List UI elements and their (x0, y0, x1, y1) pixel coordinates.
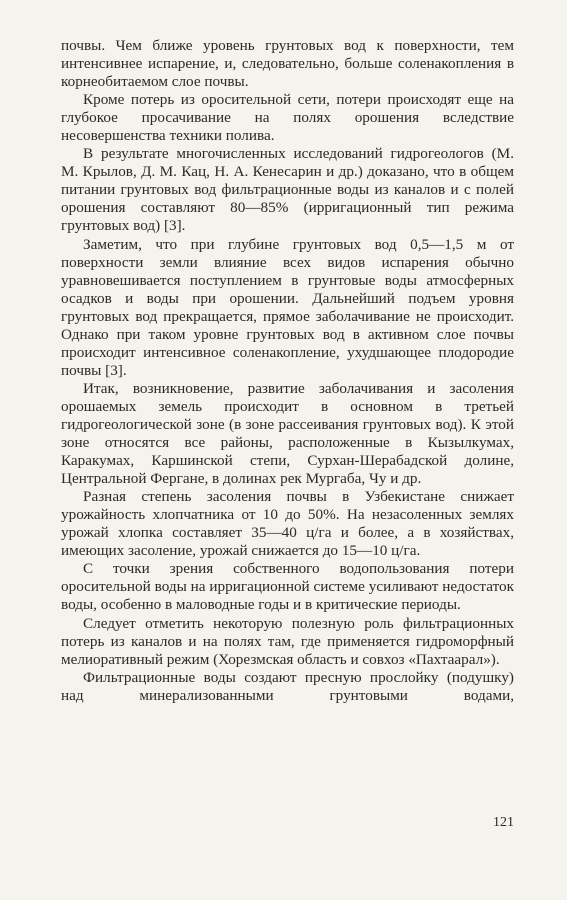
paragraph-3: В результате многочисленных исследований гидрогеологов (М. М. Крылов, Д. М. Кац, Н. А. Кенесарин и др.) доказано, что в общем питании грунтовых вод фильтрационные воды из каналов и с полей орошения составляют 80—85% (ирригационный тип режима грунтовых вод) [3]. (61, 145, 514, 235)
page-number: 121 (493, 815, 514, 830)
paragraph-8: Следует отметить некоторую полезную роль фильтрационных потерь из каналов и на полях там, где применяется гидроморфный мелиоративный режим (Хорезмская область и совхоз «Пахтаарал»). (61, 614, 514, 668)
paragraph-2: Кроме потерь из оросительной сети, потери происходят еще на глубокое просачивание на полях орошения вследствие несовершенства техники полива. (61, 91, 514, 145)
paragraph-7: С точки зрения собственного водопользования потери оросительной воды на ирригационной системе усиливают недостаток воды, особенно в маловодные годы и в критические периоды. (61, 560, 514, 614)
paragraph-5: Итак, возникновение, развитие заболачивания и засоления орошаемых земель происходит в основном в третьей гидрогеологической зоне (в зоне рассеивания грунтовых вод). К этой зоне относятся все районы, расположенные в Кызылкумах, Каракумах, Каршинской степи, Сурхан-Шерабадской долине, Центральной Фергане, в долинах рек Мургаба, Чу и др. (61, 379, 514, 488)
paragraph-1: почвы. Чем ближе уровень грунтовых вод к поверхности, тем интенсивнее испарение, и, следовательно, больше соленакопления в корнеобитаемом слое почвы. (61, 37, 514, 91)
paragraph-9: Фильтрационные воды создают пресную прослойку (подушку) над минерализованными грунтовыми водами, (61, 668, 514, 704)
page-text (61, 37, 514, 705)
paragraph-6: Разная степень засоления почвы в Узбекистане снижает урожайность хлопчатника от 10 до 50%. На незасоленных землях урожай хлопка составляет 35—40 ц/га и более, а в хозяйствах, имеющих засоление, урожай снижается до 15—10 ц/га. (61, 488, 514, 560)
paragraph-4: Заметим, что при глубине грунтовых вод 0,5—1,5 м от поверхности земли влияние всех видов испарения обычно уравновешивается поступлением в грунтовые воды атмосферных осадков и воды при орошении. Дальнейший подъем уровня грунтовых вод прекращается, прямое заболачивание не происходит. Однако при таком уровне грунтовых вод в активном слое почвы происходит интенсивное соленакопление, ухудшающее плодородие почвы [3]. (61, 235, 514, 379)
